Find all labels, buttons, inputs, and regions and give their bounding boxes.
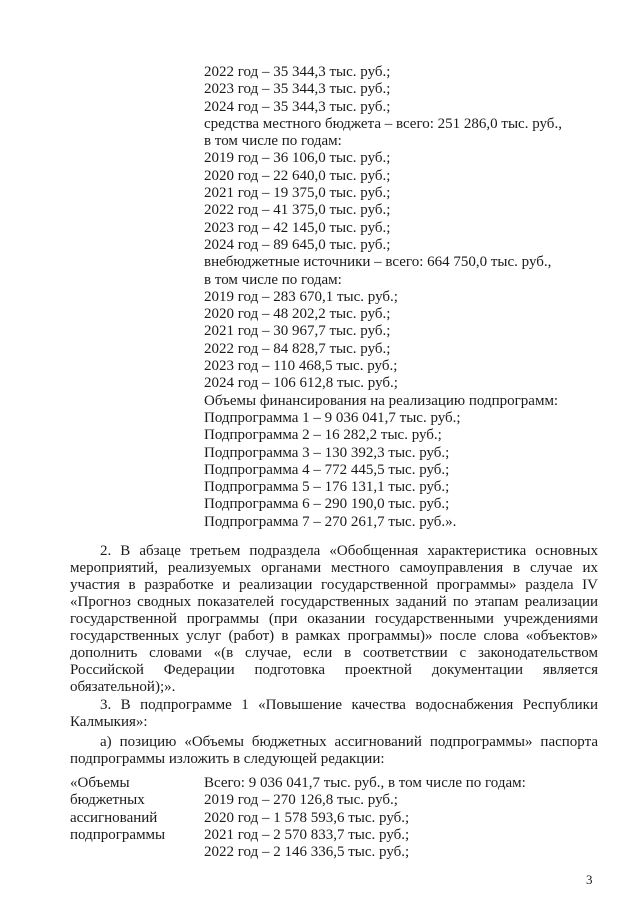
paragraph-line: 2. В абзаце третьем подраздела «Обобщенная характеристика основных — [100, 543, 598, 559]
page-number: 3 — [586, 872, 593, 887]
table-value-line: 2022 год – 2 146 336,5 тыс. руб.; — [204, 844, 410, 861]
list-line: 2022 год – 35 344,3 тыс. руб.; — [204, 64, 391, 80]
list-line: 2023 год – 42 145,0 тыс. руб.; — [204, 219, 391, 236]
paragraph-line: Калмыкия»: — [70, 714, 148, 730]
list-line: Подпрограмма 7 – 270 261,7 тыс. руб.». — [204, 513, 457, 530]
table-value-line: 2021 год – 2 570 833,7 тыс. руб.; — [204, 826, 410, 843]
list-line: Подпрограмма 6 – 290 190,0 тыс. руб.; — [204, 496, 450, 513]
list-line: 2019 год – 283 670,1 тыс. руб.; — [204, 288, 398, 305]
table-label-line: ассигнований — [70, 809, 158, 826]
list-line: Объемы финансирования на реализацию подпрограмм: — [204, 392, 559, 409]
list-line: 2023 год – 35 344,3 тыс. руб.; — [204, 81, 391, 98]
list-line: 2021 год – 19 375,0 тыс. руб.; — [204, 185, 391, 202]
table-value-line: 2019 год – 270 126,8 тыс. руб.; — [204, 792, 398, 809]
table-value-line: 2020 год – 1 578 593,6 тыс. руб.; — [204, 809, 410, 826]
list-line: 2020 год – 48 202,2 тыс. руб.; — [204, 306, 391, 323]
paragraph-2 — [70, 543, 598, 696]
list-line: Подпрограмма 4 – 772 445,5 тыс. руб.; — [204, 461, 450, 478]
paragraph-line: государственной программы (при оказании государственными учреждениями — [70, 611, 598, 627]
paragraph-line: Российской Федерации подготовка проектной документации является — [70, 662, 598, 678]
list-line: 2021 год – 30 967,7 тыс. руб.; — [204, 323, 391, 340]
paragraph-line: государственных услуг (работ) в рамках программы)» после слова «объектов» — [70, 628, 598, 644]
table-value-line: Всего: 9 036 041,7 тыс. руб., в том числе по годам: — [204, 775, 526, 791]
list-line: в том числе по годам: — [204, 271, 342, 288]
list-line: 2022 год – 41 375,0 тыс. руб.; — [204, 202, 391, 219]
list-line: Подпрограмма 1 – 9 036 041,7 тыс. руб.; — [204, 409, 461, 426]
paragraph-line: обязательной);». — [70, 679, 176, 695]
paragraph-line: 3. В подпрограмме 1 «Повышение качества водоснабжения Республики — [100, 697, 598, 713]
list-line: в том числе по годам: — [204, 133, 342, 150]
table-label-line: бюджетных — [70, 792, 145, 809]
paragraph-line: подпрограммы изложить в следующей редакции: — [70, 751, 385, 767]
paragraph-line: а) позицию «Объемы бюджетных ассигнований подпрограммы» паспорта — [100, 734, 598, 750]
table-value-column — [204, 775, 604, 861]
list-line: 2019 год – 36 106,0 тыс. руб.; — [204, 150, 391, 167]
table-label-column — [70, 775, 200, 844]
list-line: 2022 год – 84 828,7 тыс. руб.; — [204, 340, 391, 357]
paragraph-line: дополнить словами «(в случае, если в соответствии с законодательством — [70, 645, 598, 661]
table-label-line: «Объемы — [70, 775, 130, 791]
list-line: 2024 год – 89 645,0 тыс. руб.; — [204, 236, 391, 253]
list-line: 2020 год – 22 640,0 тыс. руб.; — [204, 167, 391, 184]
list-line: Подпрограмма 5 – 176 131,1 тыс. руб.; — [204, 479, 450, 496]
list-line: Подпрограмма 2 – 16 282,2 тыс. руб.; — [204, 427, 442, 444]
list-line: внебюджетные источники – всего: 664 750,0 тыс. руб., — [204, 254, 552, 271]
paragraph-line: участия в разработке и реализации государственной программы» раздела IV — [70, 577, 598, 593]
table-label-line: подпрограммы — [70, 826, 166, 843]
paragraph-line: мероприятий, реализуемых органами местного самоуправления в случае их — [70, 560, 598, 576]
list-line: средства местного бюджета – всего: 251 286,0 тыс. руб., — [204, 115, 562, 132]
list-line: 2023 год – 110 468,5 тыс. руб.; — [204, 358, 398, 375]
paragraph-3 — [70, 697, 598, 731]
funding-list — [204, 64, 604, 531]
list-line: 2024 год – 35 344,3 тыс. руб.; — [204, 98, 391, 115]
paragraph-line: «Прогноз сводных показателей государственных заданий по этапам реализации — [70, 594, 598, 610]
list-line: 2024 год – 106 612,8 тыс. руб.; — [204, 375, 398, 392]
paragraph-a — [70, 734, 598, 768]
list-line: Подпрограмма 3 – 130 392,3 тыс. руб.; — [204, 444, 450, 461]
